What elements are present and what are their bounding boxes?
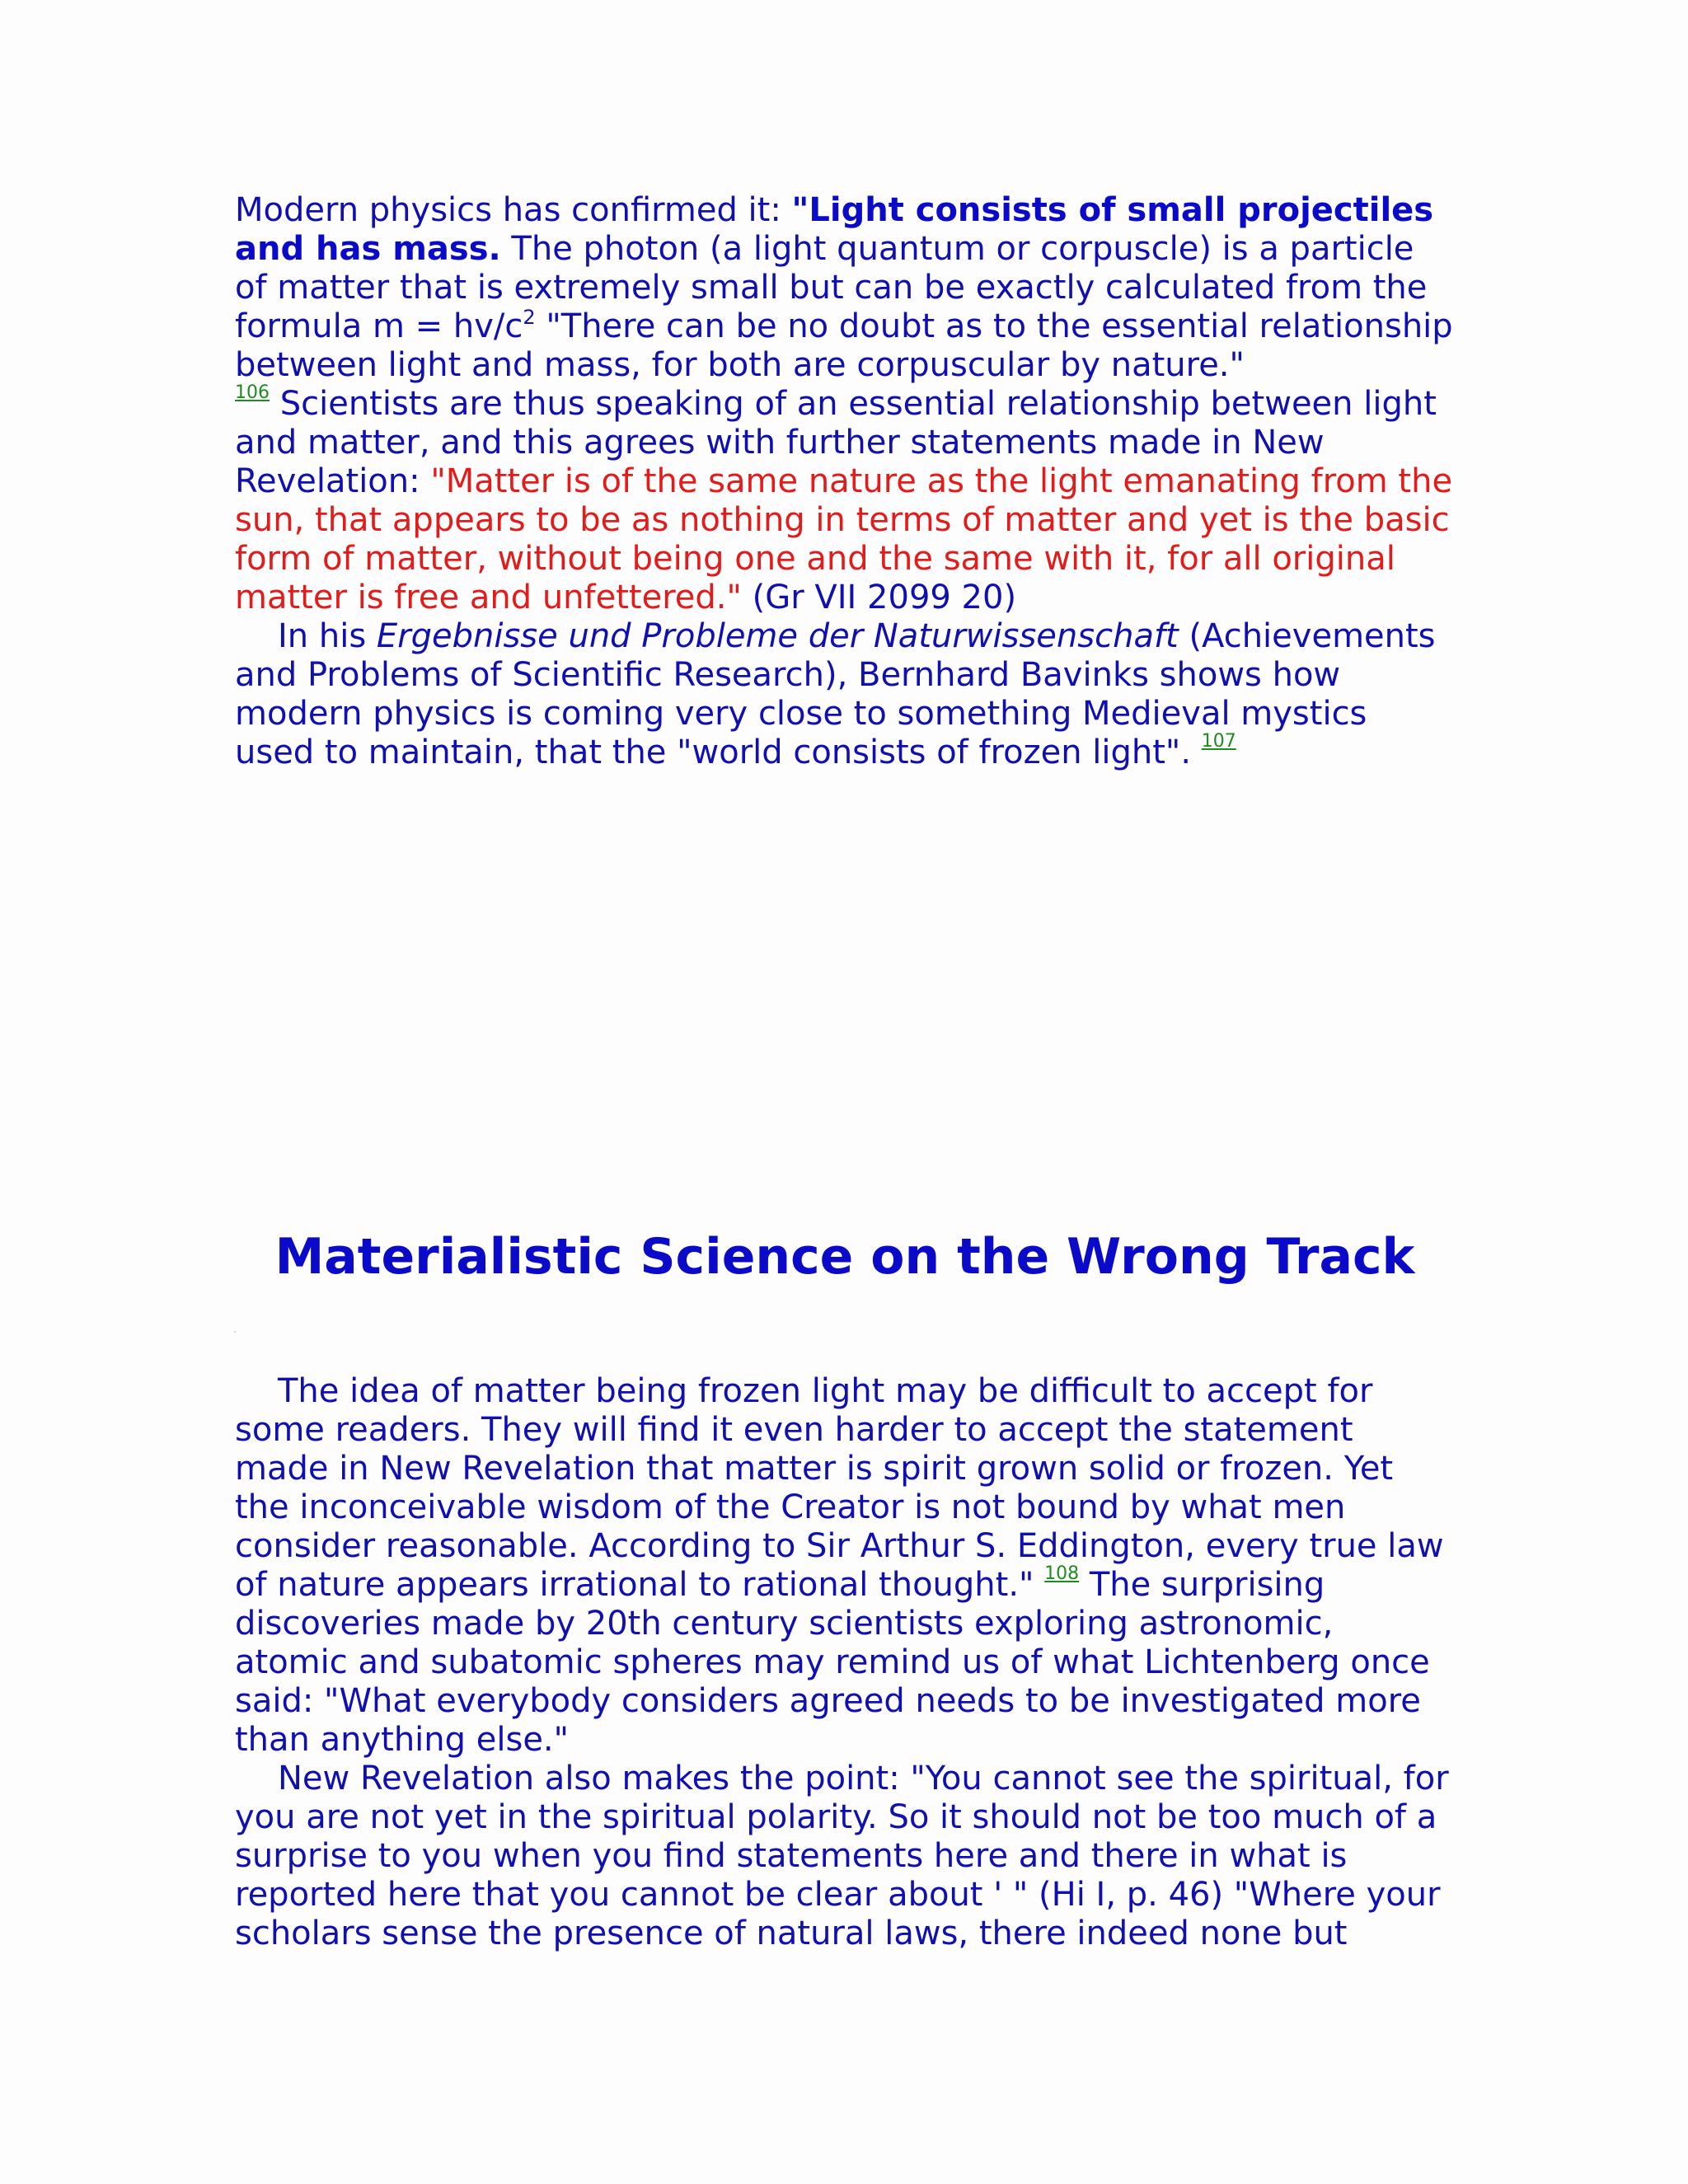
book-title: Ergebnisse und Probleme der Naturwissenschaft [376, 617, 1179, 655]
discoveries-text: The surprising discoveries made by 20th century scientists exploring astronomic, atomic and subatomic spheres may remind us of what Lichtenberg once said: "What everybody considers agreed needs to be investigated more than anything else." [235, 1566, 1430, 1759]
footnote-link-106[interactable]: 106 [235, 382, 270, 403]
body-text-top [235, 191, 1455, 772]
section-heading: Materialistic Science on the Wrong Track [274, 1228, 1415, 1286]
bavinks-intro: In his [278, 617, 377, 655]
relationship-text: "There can be no doubt as to the essential relationship between light and mass, for both are corpuscular by nature." [235, 307, 1453, 384]
frozen-light-text: The idea of matter being frozen light may be difficult to accept for some readers. They will find it even harder to accept the statement made in New Revelation that matter is spirit grown solid or frozen. Yet the inconceivable wisdom of the Creator is not bound by what men consider reasonable. According to Sir Arthur S. Eddington, every true law of nature appears irrational to rational thought." [235, 1372, 1444, 1604]
footnote-link-107[interactable]: 107 [1201, 731, 1236, 752]
exponent: 2 [523, 306, 536, 329]
scientists-text: Scientists are thus speaking of an essential relationship between light and matter, and this agrees with further statements made in New Revelation: [235, 385, 1437, 500]
footnote-link-108[interactable]: 108 [1044, 1563, 1080, 1584]
body-text-bottom [235, 1372, 1455, 1953]
photon-text: The photon (a light quantum or corpuscle) is a particle of matter that is extremely small but can be exactly calculated from the formula m = hv/c [235, 230, 1428, 345]
paragraph-bavinks [235, 617, 1455, 772]
revelation-quote: "Matter is of the same nature as the light emanating from the sun, that appears to be as nothing in terms of matter and yet is the basic form of matter, without being one and the same with it, for all original matter is free and unfettered." [235, 462, 1453, 616]
paragraph-photon [235, 191, 1455, 617]
paragraph-spiritual: New Revelation also makes the point: "You cannot see the spiritual, for you are not yet in the spiritual polarity. So it should not be too much of a surprise to you when you find statements here and there in what is reported here that you cannot be clear about ' " (Hi I, p. 46) "Where your scholars sense the presence of natural laws, there indeed none but [235, 1760, 1449, 1952]
bavinks-text: (Achievements and Problems of Scientific Research), Bernhard Bavinks shows how modern physics is coming very close to something Medieval mystics used to maintain, that the "world consists of frozen light". [235, 617, 1436, 771]
bold-quote: "Light consists of small projectiles and has mass. [235, 191, 1434, 268]
divider-mark [234, 1331, 236, 1333]
citation: (Gr VII 2099 20) [741, 579, 1017, 616]
paragraph-frozen-light [235, 1372, 1455, 1760]
intro-text: Modern physics has confirmed it: [235, 191, 792, 229]
